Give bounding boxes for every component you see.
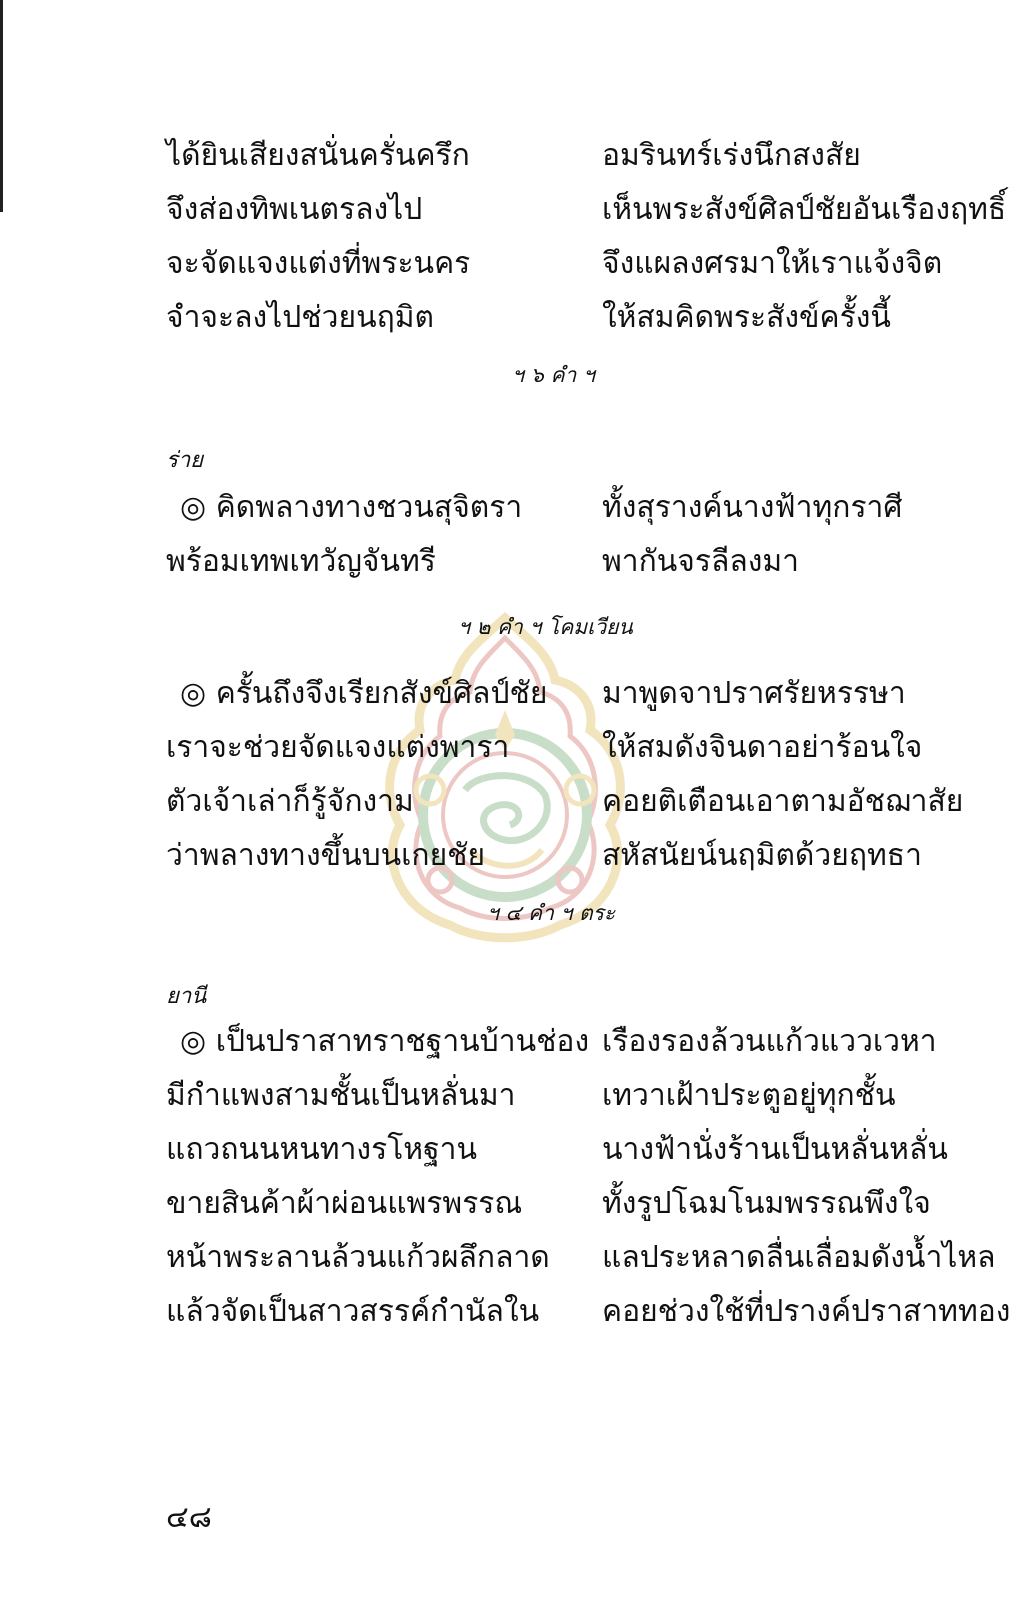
verse-left-5: ◎ คิดพลางทางชวนสุจิตรา <box>180 490 523 525</box>
verse-right-15: แลประหลาดลื่นเลื่อมดังน้ำไหล <box>602 1240 996 1275</box>
verse-left-11: ◎ เป็นปราสาทราชฐานบ้านช่อง <box>180 1024 590 1059</box>
verse-left-2: จึงส่องทิพเนตรลงไป <box>166 192 423 227</box>
verse-right-11: เรืองรองล้วนแก้วแววเวหา <box>602 1024 937 1059</box>
verse-left-6: พร้อมเทพเทวัญจันทรี <box>166 544 436 579</box>
verse-right-12: เทวาเฝ้าประตูอยู่ทุกชั้น <box>602 1078 896 1113</box>
verse-right-10: สหัสนัยน์นฤมิตด้วยฤทธา <box>602 838 922 873</box>
stanza-separator-3: ฯ ๔ คำ ฯ ตระ <box>487 901 616 925</box>
verse-left-8: เราจะช่วยจัดแจงแต่งพารา <box>166 730 510 765</box>
verse-left-16: แล้วจัดเป็นสาวสรรค์กำนัลใน <box>166 1294 540 1329</box>
verse-right-1: อมรินทร์เร่งนึกสงสัย <box>602 138 861 173</box>
verse-right-9: คอยติเตือนเอาตามอัชฌาสัย <box>602 784 964 819</box>
verse-left-13: แถวถนนหนทางรโหฐาน <box>166 1132 477 1167</box>
verse-left-10: ว่าพลางทางขึ้นบนเกยชัย <box>166 838 486 873</box>
verse-right-6: พากันจรลีลงมา <box>602 544 800 579</box>
verse-form-label: ร่าย <box>166 448 204 473</box>
verse-left-14: ขายสินค้าผ้าผ่อนแพรพรรณ <box>166 1186 523 1221</box>
verse-left-3: จะจัดแจงแต่งที่พระนคร <box>166 246 471 281</box>
verse-right-14: ทั้งรูปโฉมโนมพรรณพึงใจ <box>602 1186 931 1221</box>
verse-right-4: ให้สมคิดพระสังข์ครั้งนี้ <box>602 300 891 335</box>
verse-left-4: จำจะลงไปช่วยนฤมิต <box>166 300 434 335</box>
stanza-separator-1: ฯ ๖ คำ ฯ <box>512 363 595 387</box>
verse-left-9: ตัวเจ้าเล่าก็รู้จักงาม <box>166 784 414 819</box>
verse-right-16: คอยช่วงใช้ที่ปรางค์ปราสาททอง <box>602 1294 1011 1329</box>
verse-right-8: ให้สมดังจินดาอย่าร้อนใจ <box>602 730 923 765</box>
stanza-separator-2: ฯ ๒ คำ ฯ โคมเวียน <box>458 615 633 639</box>
verse-right-3: จึงแผลงศรมาให้เราแจ้งจิต <box>602 246 943 281</box>
verse-right-7: มาพูดจาปราศรัยหรรษา <box>602 676 906 711</box>
scan-edge-mark <box>0 0 3 212</box>
verse-form-label: ยานี <box>166 984 207 1009</box>
verse-left-7: ◎ ครั้นถึงจึงเรียกสังข์ศิลป์ชัย <box>180 676 548 711</box>
verse-left-12: มีกำแพงสามชั้นเป็นหลั่นมา <box>166 1078 516 1113</box>
verse-right-2: เห็นพระสังข์ศิลป์ชัยอันเรืองฤทธิ์ <box>602 192 1007 227</box>
verse-right-5: ทั้งสุรางค์นางฟ้าทุกราศี <box>602 490 903 525</box>
verse-right-13: นางฟ้านั่งร้านเป็นหลั่นหลั่น <box>602 1132 948 1167</box>
verse-left-15: หน้าพระลานล้วนแก้วผลึกลาด <box>166 1240 550 1275</box>
page-number: ๔๘ <box>166 1500 212 1535</box>
verse-left-1: ได้ยินเสียงสนั่นครั่นครึก <box>166 138 470 173</box>
